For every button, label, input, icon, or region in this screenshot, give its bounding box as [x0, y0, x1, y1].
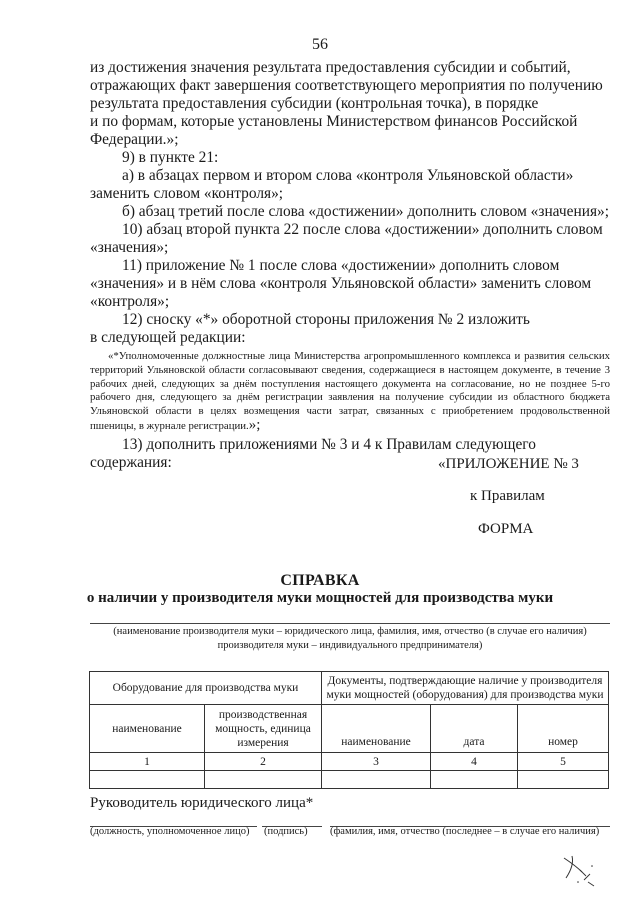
- footnote-text: [90, 350, 610, 434]
- table-column-number: 2: [205, 753, 322, 771]
- paragraph-line: «значения»;: [90, 239, 169, 256]
- certificate-title: СПРАВКА: [280, 572, 360, 589]
- table-column-number: 4: [431, 753, 518, 771]
- paragraph-line: заменить словом «контроля»;: [90, 185, 284, 202]
- table-cell[interactable]: [518, 771, 609, 789]
- producer-name-line: [90, 623, 610, 624]
- paragraph-line: а) в абзацах первом и втором слова «контроля Ульяновской области»: [122, 167, 574, 184]
- paragraph-line: 13) дополнить приложениями № 3 и 4 к Правилам следующего: [122, 435, 536, 453]
- paragraph-item-9: 9) в пункте 21:: [122, 149, 219, 166]
- paragraph-line: 11) приложение № 1 после слова «достижении» дополнить словом: [122, 257, 560, 274]
- table-cell[interactable]: [431, 771, 518, 789]
- paragraph-line: в следующей редакции:: [90, 329, 246, 346]
- page-number: 56: [312, 36, 328, 53]
- table-column-header: наименование: [90, 705, 205, 753]
- paragraph-line: б) абзац третий после слова «достижении» дополнить словом «значения»;: [122, 203, 609, 220]
- table-row: [90, 771, 609, 789]
- appendix-form: ФОРМА: [478, 521, 534, 537]
- table-column-number: 5: [518, 753, 609, 771]
- document-body: [90, 59, 610, 472]
- footnote-body: «*Уполномоченные должностные лица Министерства агропромышленного комплекса и развития сельских территорий Ульяновской области согласовывают сведения, содержащиеся в настоящем документе, в течение 3 рабочих дней, следующих за днём поступления настоящего документа на согласование, но не позднее 5-го рабочего дня, следующего за днём регистрации заявления на получение субсидии из областного бюджета Ульяновской области в целях возмещения части затрат, связанных с приобретением продовольственной пшеницы, в журнале регистрации.: [90, 350, 610, 432]
- paragraph-line: из достижения значения результата предоставления субсидии и событий,: [90, 59, 571, 76]
- footnote-end: »;: [248, 416, 261, 433]
- producer-name-hint-line: производителя муки – индивидуального предпринимателя): [217, 640, 483, 651]
- paragraph-line: Федерации.»;: [90, 131, 179, 148]
- paragraph-line: результата предоставления субсидии (контрольная точка), в порядке: [90, 95, 539, 112]
- paragraph-line: 10) абзац второй пункта 22 после слова «достижении» дополнить словом: [122, 221, 603, 238]
- appendix-label: «ПРИЛОЖЕНИЕ № 3: [438, 456, 579, 472]
- table-column-header: наименование: [322, 705, 431, 753]
- signature-label: Руководитель юридического лица*: [90, 795, 314, 811]
- table-group-header: Документы, подтверждающие наличие у производителя муки мощностей (оборудования) для производства муки: [322, 672, 609, 705]
- paragraph-line: и по формам, которые установлены Министерством финансов Российской: [90, 113, 578, 130]
- paragraph-line: 12) сноску «*» оборотной стороны приложения № 2 изложить: [122, 311, 530, 328]
- table-column-number: 1: [90, 753, 205, 771]
- paragraph-line: «контроля»;: [90, 293, 170, 310]
- certificate-subtitle: о наличии у производителя муки мощностей для производства муки: [86, 590, 554, 606]
- table-column-number: 3: [322, 753, 431, 771]
- producer-name-hint: [90, 625, 610, 653]
- table-column-header: дата: [431, 705, 518, 753]
- paragraph-line: отражающих факт завершения соответствующего мероприятия по получению: [90, 77, 603, 94]
- producer-name-hint-line: (наименование производителя муки – юридического лица, фамилия, имя, отчество (в случае его наличия): [113, 626, 587, 637]
- table-column-header: производственная мощность, единица измерения: [205, 705, 322, 753]
- paragraph-line: «значения» и в нём слова «контроля Ульяновской области» заменить словом: [90, 275, 592, 292]
- appendix-to-rules: к Правилам: [470, 488, 545, 504]
- full-name-hint: (фамилия, имя, отчество (последнее – в случае его наличия): [330, 826, 600, 837]
- table-cell[interactable]: [322, 771, 431, 789]
- table-column-header: номер: [518, 705, 609, 753]
- table-group-header: Оборудование для производства муки: [90, 672, 322, 705]
- signature-hint: (подпись): [264, 826, 308, 837]
- equipment-table: [89, 671, 609, 789]
- table-cell[interactable]: [90, 771, 205, 789]
- position-hint: (должность, уполномоченное лицо): [90, 826, 250, 837]
- handwritten-mark-icon: [560, 852, 600, 890]
- paragraph-line: содержания:: [90, 453, 172, 471]
- table-cell[interactable]: [205, 771, 322, 789]
